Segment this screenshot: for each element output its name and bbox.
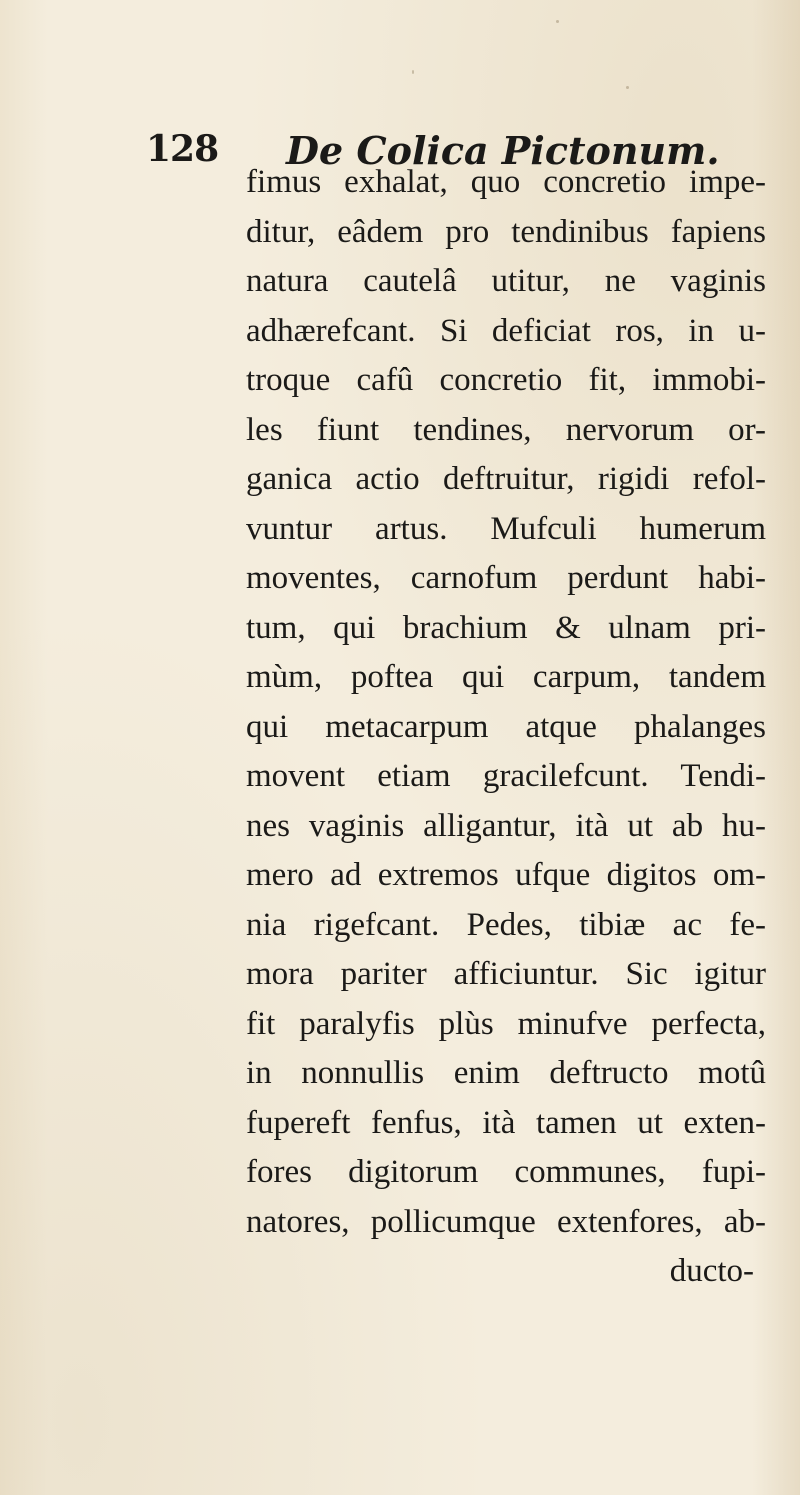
text-line: fores digitorum communes, fupi- bbox=[246, 1154, 766, 1190]
text-line: mero ad extremos ufque digitos om- bbox=[246, 857, 766, 893]
text-line: mùm, poftea qui carpum, tandem bbox=[246, 659, 766, 695]
text-line: natores, pollicumque extenfores, ab- bbox=[246, 1203, 766, 1240]
text-line: mora pariter afficiuntur. Sic igitur bbox=[246, 956, 766, 992]
text-line: adhærefcant. Si deficiat ros, in u- bbox=[246, 312, 766, 349]
text-line: fupereft fenfus, ità tamen ut exten- bbox=[246, 1104, 766, 1141]
paper-speck bbox=[412, 70, 414, 74]
text-line: troque cafû concretio fit, immobi- bbox=[246, 362, 766, 398]
text-line: tum, qui brachium & ulnam pri- bbox=[246, 609, 766, 646]
text-line: in nonnullis enim deftructo motû bbox=[246, 1055, 766, 1091]
page-number: 128 bbox=[146, 128, 219, 170]
text-line: qui metacarpum atque phalanges bbox=[246, 708, 766, 745]
catchword: ducto- bbox=[669, 1253, 754, 1289]
paper-speck bbox=[556, 20, 559, 23]
text-line: natura cautelâ utitur, ne vaginis bbox=[246, 263, 766, 299]
running-title: De Colica Pictonum. bbox=[286, 128, 720, 173]
text-line: les fiunt tendines, nervorum or- bbox=[246, 411, 766, 448]
text-line: ditur, eâdem pro tendinibus fapiens bbox=[246, 213, 766, 250]
text-line: movent etiam gracilefcunt. Tendi- bbox=[246, 758, 766, 794]
text-line: ganica actio deftruitur, rigidi refol- bbox=[246, 461, 766, 497]
text-line: vuntur artus. Mufculi humerum bbox=[246, 510, 766, 547]
text-line: fit paralyfis plùs minufve perfecta, bbox=[246, 1005, 766, 1042]
body-text bbox=[246, 158, 766, 1297]
text-line: fimus exhalat, quo concretio impe- bbox=[246, 164, 766, 200]
text-line: nia rigefcant. Pedes, tibiæ ac fe- bbox=[246, 906, 766, 943]
paper-speck bbox=[626, 86, 629, 89]
text-line: moventes, carnofum perdunt habi- bbox=[246, 560, 766, 596]
text-line: nes vaginis alligantur, ità ut ab hu- bbox=[246, 807, 766, 844]
